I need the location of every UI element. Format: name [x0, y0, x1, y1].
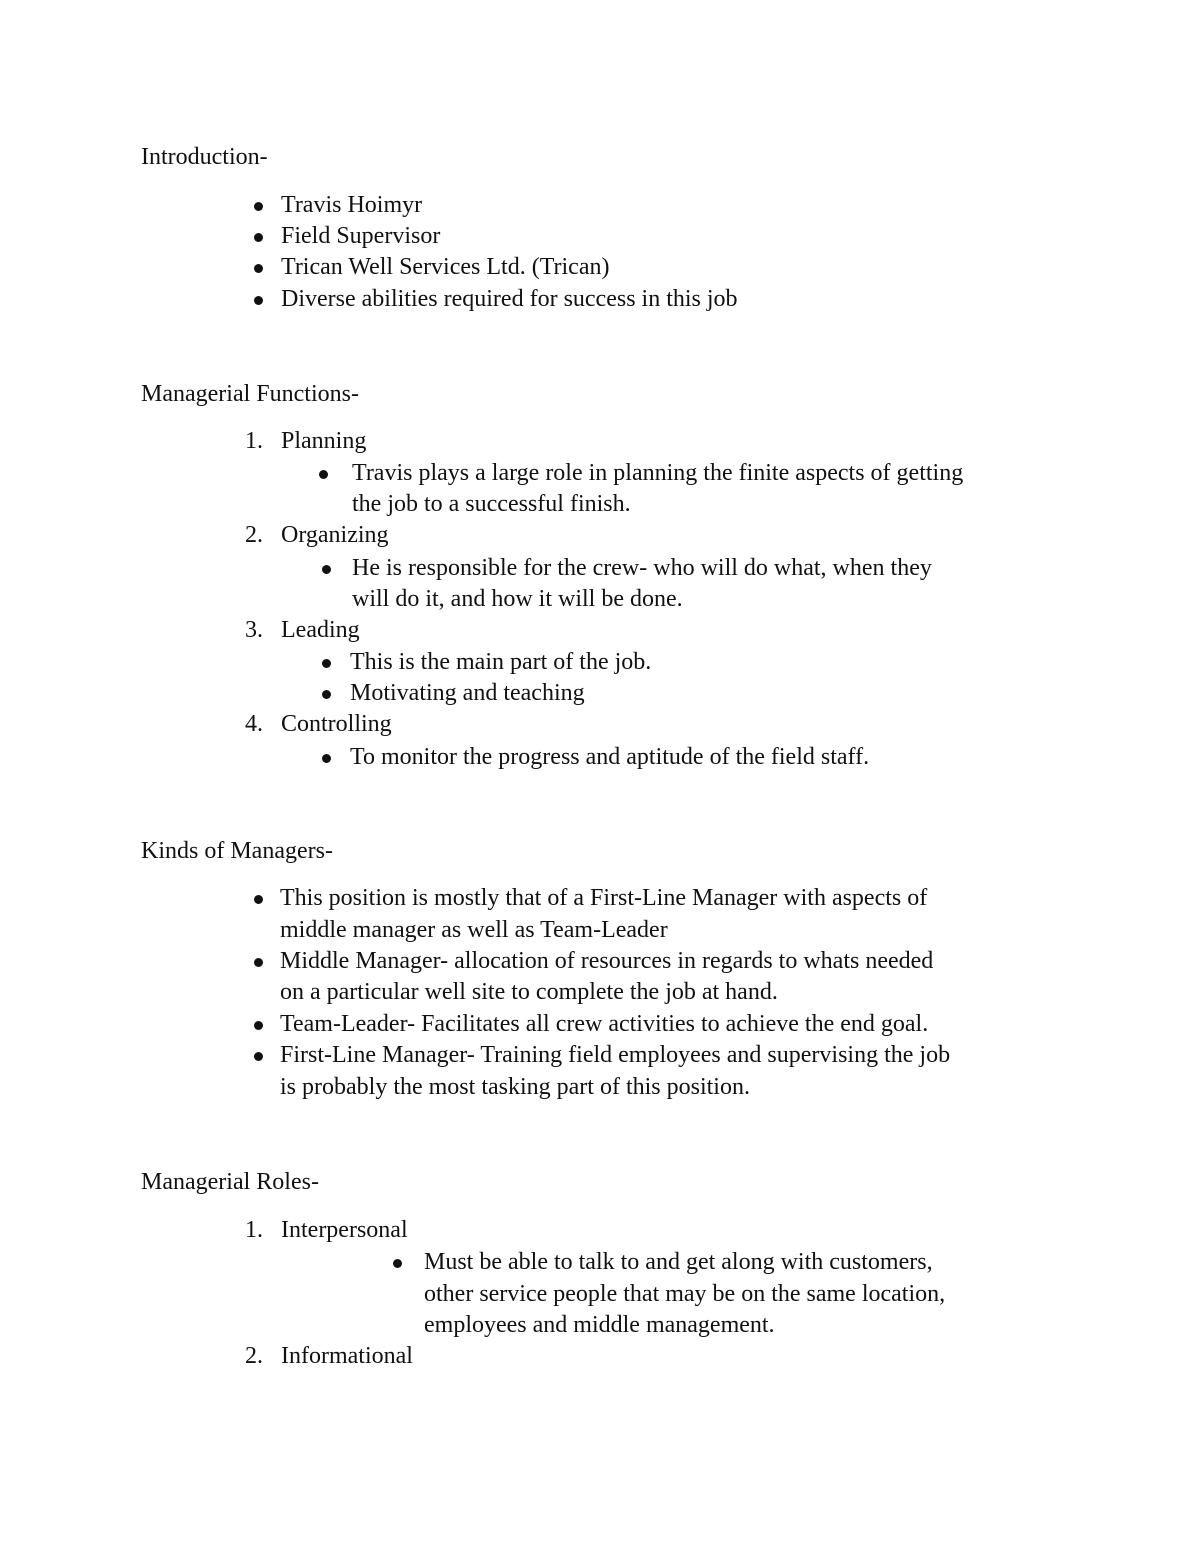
bullet-icon	[254, 1021, 263, 1030]
list-item-text: on a particular well site to complete the job at hand.	[280, 979, 778, 1005]
bullet-icon	[254, 233, 263, 242]
bullet-icon	[393, 1259, 402, 1268]
subitem-text: Motivating and teaching	[350, 680, 585, 706]
introduction-heading: Introduction-	[141, 144, 268, 170]
item-number: 2.	[245, 1343, 263, 1369]
functions-heading: Managerial Functions-	[141, 381, 359, 407]
item-number: 1.	[245, 428, 263, 454]
item-label: Informational	[281, 1343, 413, 1369]
subitem-text: will do it, and how it will be done.	[352, 586, 683, 612]
kinds-heading: Kinds of Managers-	[141, 838, 333, 864]
roles-heading: Managerial Roles-	[141, 1169, 319, 1195]
subitem-text: This is the main part of the job.	[350, 649, 652, 675]
item-number: 2.	[245, 522, 263, 548]
item-label: Controlling	[281, 711, 392, 737]
list-item-text: Trican Well Services Ltd. (Trican)	[281, 254, 610, 280]
item-number: 4.	[245, 711, 263, 737]
item-label: Organizing	[281, 522, 389, 548]
subitem-text: He is responsible for the crew- who will do what, when they	[352, 555, 932, 581]
list-item-text: Team-Leader- Facilitates all crew activities to achieve the end goal.	[280, 1011, 929, 1037]
list-item-text: middle manager as well as Team-Leader	[280, 917, 668, 943]
bullet-icon	[254, 296, 263, 305]
list-item-text: Middle Manager- allocation of resources in regards to whats needed	[280, 948, 934, 974]
bullet-icon	[322, 754, 331, 763]
list-item-text: Field Supervisor	[281, 223, 441, 249]
item-number: 3.	[245, 617, 263, 643]
item-label: Planning	[281, 428, 367, 454]
item-number: 1.	[245, 1217, 263, 1243]
bullet-icon	[254, 958, 263, 967]
list-item-text: Travis Hoimyr	[281, 192, 423, 218]
list-item-text: First-Line Manager- Training field employees and supervising the job	[280, 1042, 951, 1068]
bullet-icon	[254, 895, 263, 904]
bullet-icon	[254, 202, 263, 211]
subitem-text: Must be able to talk to and get along with customers,	[424, 1249, 933, 1275]
list-item-text: Diverse abilities required for success in this job	[281, 286, 738, 312]
item-label: Interpersonal	[281, 1217, 408, 1243]
bullet-icon	[319, 470, 328, 479]
list-item-text: is probably the most tasking part of this position.	[280, 1074, 750, 1100]
subitem-text: employees and middle management.	[424, 1312, 775, 1338]
bullet-icon	[322, 565, 331, 574]
subitem-text: other service people that may be on the same location,	[424, 1281, 946, 1307]
item-label: Leading	[281, 617, 360, 643]
bullet-icon	[322, 659, 331, 668]
bullet-icon	[322, 690, 331, 699]
bullet-icon	[254, 1052, 263, 1061]
subitem-text: the job to a successful finish.	[352, 491, 631, 517]
list-item-text: This position is mostly that of a First-Line Manager with aspects of	[280, 885, 928, 911]
subitem-text: Travis plays a large role in planning the finite aspects of getting	[352, 460, 964, 486]
bullet-icon	[254, 264, 263, 273]
subitem-text: To monitor the progress and aptitude of the field staff.	[350, 744, 870, 770]
